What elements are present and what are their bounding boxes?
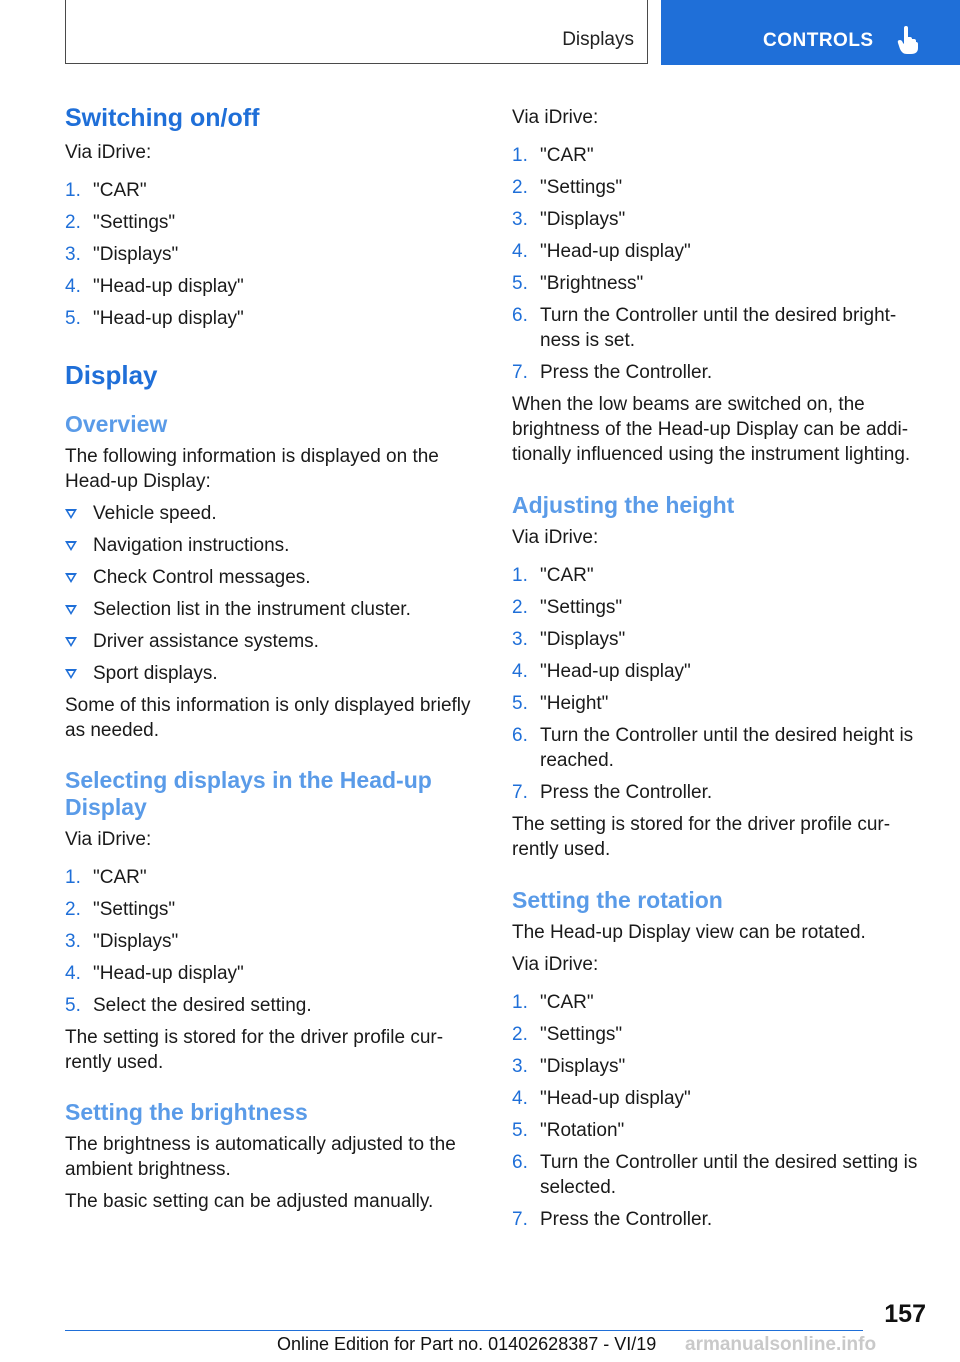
list-item: 1. "CAR" [512,565,594,586]
selecting-intro: Via iDrive: [65,829,152,850]
list-item: 5. "Rotation" [512,1120,625,1141]
rotation-steps [512,990,932,1232]
overview-text-2: Head-up Display: [65,471,211,492]
list-item: 6. Turn the Controller until the desired bright‐ ness is set. [512,305,897,351]
brightness-text-1: The brightness is automatically adjusted to the [65,1134,456,1155]
overview-heading: Overview [65,411,168,437]
chapter-title: CONTROLS [763,30,874,51]
list-item: 5. "Height" [512,693,609,714]
list-item: 4. "Head-up display" [512,1088,691,1109]
overview-note-1: Some of this information is only displayed briefly [65,695,471,716]
list-item: 6. Turn the Controller until the desired height is reached. [512,725,914,771]
bullet-triangle-icon [65,509,77,519]
list-item: Check Control messages. [65,565,475,590]
switching-heading: Switching on/off [65,104,260,132]
list-item: Driver assistance systems. [65,629,475,654]
list-item: Vehicle speed. [65,501,475,526]
height-note-1: The setting is stored for the driver profile cur‐ [512,814,891,835]
overview-text-1: The following information is displayed on the [65,446,439,467]
brightness-note-1: When the low beams are switched on, the [512,394,865,415]
footer-divider [65,1330,863,1331]
switching-intro: Via iDrive: [65,142,152,163]
list-item: 6. Turn the Controller until the desired setting is selected. [512,1152,918,1198]
selecting-steps [65,865,475,1018]
brightness-text-2: ambient brightness. [65,1159,231,1180]
list-item: 3. "Displays" [65,931,179,952]
list-item: 1. "CAR" [512,145,594,166]
list-item: 4. "Head-up display" [65,963,244,984]
list-item: 4. "Head-up display" [512,241,691,262]
list-item: 2. "Settings" [512,177,623,198]
height-heading: Adjusting the height [512,492,735,518]
bullet-triangle-icon [65,605,77,615]
overview-note-2: as needed. [65,720,160,741]
brightness-note-3: tionally influenced using the instrument lighting. [512,444,911,465]
list-item: 5. "Head-up display" [65,308,244,329]
height-intro: Via iDrive: [512,527,599,548]
right-column [512,105,932,1232]
list-item: 7. Press the Controller. [512,782,713,803]
list-item: 2. "Settings" [65,212,176,233]
list-item: 2. "Settings" [65,899,176,920]
selecting-note-1: The setting is stored for the driver profile cur‐ [65,1027,444,1048]
list-item: 7. Press the Controller. [512,362,713,383]
display-heading: Display [65,360,158,390]
bullet-triangle-icon [65,637,77,647]
list-item: 3. "Displays" [512,629,626,650]
list-item: 3. "Displays" [65,244,179,265]
brightness-intro: Via iDrive: [512,107,599,128]
bullet-triangle-icon [65,669,77,679]
list-item: 2. "Settings" [512,1024,623,1045]
switching-steps [65,178,475,331]
watermark: armanualsonline.info [685,1334,877,1355]
rotation-intro: Via iDrive: [512,954,599,975]
bullet-triangle-icon [65,541,77,551]
list-item: 7. Press the Controller. [512,1209,713,1230]
list-item: 3. "Displays" [512,209,626,230]
rotation-text: The Head-up Display view can be rotated. [512,922,866,943]
list-item: Selection list in the instrument cluster. [65,597,475,622]
selecting-note-2: rently used. [65,1052,164,1073]
list-item: 5. "Brightness" [512,273,644,294]
brightness-steps [512,143,932,385]
edition-text: Online Edition for Part no. 01402628387 - VI/19 [277,1334,657,1354]
list-item: 1. "CAR" [65,180,147,201]
left-column [65,96,475,1214]
list-item: 2. "Settings" [512,597,623,618]
height-steps [512,563,932,805]
chapter-tab[interactable] [661,0,960,65]
list-item: 1. "CAR" [65,867,147,888]
brightness-note-2: brightness of the Head-up Display can be addi‐ [512,419,909,440]
section-title: Displays [562,29,634,50]
selecting-heading-2: Display [65,794,147,820]
list-item: Sport displays. [65,661,475,686]
brightness-text-3: The basic setting can be adjusted manually. [65,1191,434,1212]
header-section-box [65,0,648,64]
page-number: 157 [884,1300,926,1328]
list-item: 3. "Displays" [512,1056,626,1077]
list-item: 1. "CAR" [512,992,594,1013]
overview-bullets [65,501,475,686]
brightness-heading: Setting the brightness [65,1099,308,1125]
bullet-triangle-icon [65,573,77,583]
selecting-heading-1: Selecting displays in the Head-up [65,767,432,793]
pointing-hand-icon [897,26,919,54]
list-item: 4. "Head-up display" [512,661,691,682]
list-item: 5. Select the desired setting. [65,995,312,1016]
rotation-heading: Setting the rotation [512,887,723,913]
height-note-2: rently used. [512,839,611,860]
list-item: 4. "Head-up display" [65,276,244,297]
list-item: Navigation instructions. [65,533,475,558]
